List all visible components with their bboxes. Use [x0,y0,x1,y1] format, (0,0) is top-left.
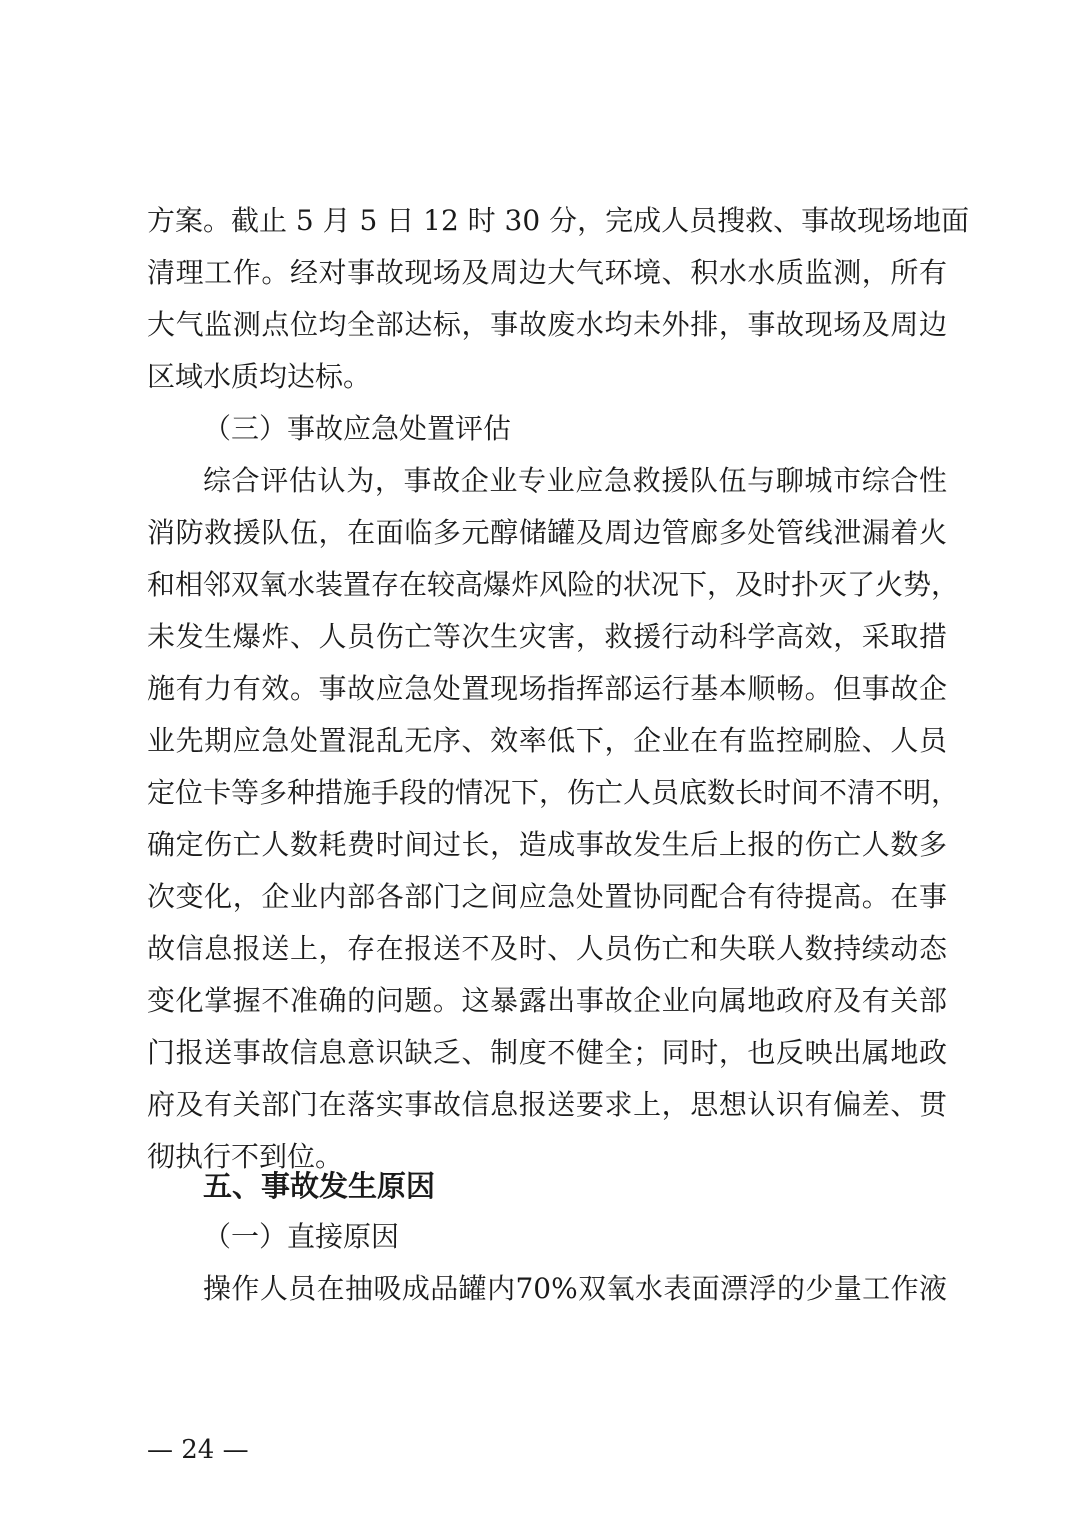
body-text-line: 操作人员在抽吸成品罐内70%双氧水表面漂浮的少量工作液 [203,1272,947,1305]
body-text-line: 清理工作。经对事故现场及周边大气环境、积水水质监测，所有 [147,256,947,289]
body-text-line: 未发生爆炸、人员伤亡等次生灾害，救援行动科学高效，采取措 [147,620,947,653]
subheading-direct-cause: （一）直接原因 [203,1220,400,1253]
body-text-line: 方案。截止 5 月 5 日 12 时 30 分，完成人员搜救、事故现场地面 [147,204,970,237]
body-text-line: 大气监测点位均全部达标，事故废水均未外排，事故现场及周边 [147,308,947,341]
body-text-line: 故信息报送上，存在报送不及时、人员伤亡和失联人数持续动态 [147,932,947,965]
body-text-line: 府及有关部门在落实事故信息报送要求上，思想认识有偏差、贯 [147,1088,947,1121]
body-text-line: 确定伤亡人数耗费时间过长，造成事故发生后上报的伤亡人数多 [147,828,947,861]
body-text-line: 业先期应急处置混乱无序、效率低下，企业在有监控刷脸、人员 [147,724,947,757]
body-text-line: 门报送事故信息意识缺乏、制度不健全；同时，也反映出属地政 [147,1036,947,1069]
body-text-line: 区域水质均达标。 [147,360,372,393]
body-text-line: 彻执行不到位。 [147,1140,344,1173]
body-text-line: 综合评估认为，事故企业专业应急救援队伍与聊城市综合性 [203,464,947,497]
body-text-line: 消防救援队伍，在面临多元醇储罐及周边管廊多处管线泄漏着火 [147,516,947,549]
section-heading-causes: 五、事故发生原因 [203,1169,436,1203]
page-number: — 24 — [147,1435,249,1465]
body-text-line: 和相邻双氧水装置存在较高爆炸风险的状况下，及时扑灭了火势， [147,568,960,601]
body-text-line: 施有力有效。事故应急处置现场指挥部运行基本顺畅。但事故企 [147,672,947,705]
body-text-line: 次变化，企业内部各部门之间应急处置协同配合有待提高。在事 [147,880,947,913]
subheading-emergency-evaluation: （三）事故应急处置评估 [203,412,512,445]
body-text-line: 变化掌握不准确的问题。这暴露出事故企业向属地政府及有关部 [147,984,947,1017]
body-text-line: 定位卡等多种措施手段的情况下，伤亡人员底数长时间不清不明， [147,776,960,809]
